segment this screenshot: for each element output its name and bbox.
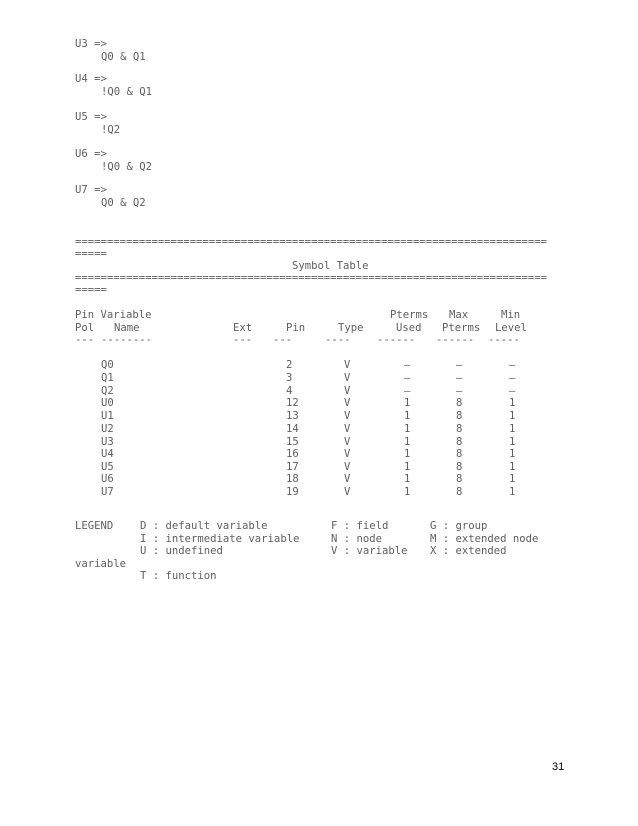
row-min: – [509, 359, 516, 371]
row-pin: 17 [286, 461, 299, 473]
equation-u6-name: U6 => [75, 148, 107, 160]
legend-intermediate-variable: I : intermediate variable [140, 533, 300, 545]
row-pin: 19 [286, 486, 299, 498]
row-max: – [456, 385, 463, 397]
row-max: 8 [456, 436, 463, 448]
row-name: U3 [101, 436, 114, 448]
row-name: U4 [101, 448, 114, 460]
row-type: V [344, 486, 351, 498]
row-min: 1 [509, 461, 516, 473]
row-min: 1 [509, 423, 516, 435]
header-name: Name [114, 322, 140, 334]
row-type: V [344, 473, 351, 485]
legend-label: LEGEND [75, 520, 114, 532]
row-min: 1 [509, 436, 516, 448]
equation-u4-expr: !Q0 & Q1 [101, 86, 153, 98]
row-pin: 18 [286, 473, 299, 485]
row-used: 1 [404, 461, 411, 473]
row-name: U1 [101, 410, 114, 422]
header-type: Type [338, 322, 364, 334]
row-max: – [456, 372, 463, 384]
legend-default-variable: D : default variable [140, 520, 268, 532]
row-type: V [344, 410, 351, 422]
row-used: 1 [404, 448, 411, 460]
row-pin: 16 [286, 448, 299, 460]
row-type: V [344, 385, 351, 397]
underline-name: -------- [101, 334, 153, 346]
equation-u7-name: U7 => [75, 184, 107, 196]
legend-extended-node: M : extended node [430, 533, 539, 545]
row-max: – [456, 359, 463, 371]
legend-extended: X : extended [430, 545, 507, 557]
row-min: – [509, 385, 516, 397]
row-used: 1 [404, 423, 411, 435]
header-level: Level [495, 322, 527, 334]
legend-undefined: U : undefined [140, 545, 223, 557]
header-used: Used [396, 322, 422, 334]
separator-tail: ===== [75, 248, 107, 260]
legend-function: T : function [140, 570, 217, 582]
row-min: 1 [509, 410, 516, 422]
row-pin: 14 [286, 423, 299, 435]
separator-line: ========================================================================== [75, 272, 547, 284]
legend-node: N : node [331, 533, 383, 545]
underline-used: ------ [377, 334, 416, 346]
row-type: V [344, 436, 351, 448]
equation-u3-name: U3 => [75, 38, 107, 50]
equation-u5-name: U5 => [75, 111, 107, 123]
underline-type: ---- [325, 334, 351, 346]
row-min: 1 [509, 397, 516, 409]
row-used: – [404, 372, 411, 384]
header-pol: Pol [75, 322, 95, 334]
row-pin: 15 [286, 436, 299, 448]
row-name: Q0 [101, 359, 114, 371]
row-type: V [344, 423, 351, 435]
underline-pterms: ------ [436, 334, 475, 346]
underline-ext: --- [233, 334, 253, 346]
separator-tail: ===== [75, 284, 107, 296]
row-min: – [509, 372, 516, 384]
equation-u3-expr: Q0 & Q1 [101, 51, 146, 63]
row-used: – [404, 359, 411, 371]
row-min: 1 [509, 473, 516, 485]
row-pin: 2 [286, 359, 293, 371]
underline-level: ----- [488, 334, 520, 346]
legend-wrap-variable: variable [75, 558, 127, 570]
row-pin: 13 [286, 410, 299, 422]
row-max: 8 [456, 423, 463, 435]
row-used: 1 [404, 397, 411, 409]
row-name: Q2 [101, 385, 114, 397]
row-used: – [404, 385, 411, 397]
legend-variable: V : variable [331, 545, 408, 557]
row-pin: 4 [286, 385, 293, 397]
header-pin: Pin [286, 322, 306, 334]
row-used: 1 [404, 486, 411, 498]
row-type: V [344, 372, 351, 384]
row-name: U0 [101, 397, 114, 409]
row-pin: 12 [286, 397, 299, 409]
equation-u6-expr: !Q0 & Q2 [101, 161, 153, 173]
equation-u7-expr: Q0 & Q2 [101, 197, 146, 209]
header-pin-variable: Pin Variable [75, 309, 152, 321]
row-max: 8 [456, 397, 463, 409]
row-max: 8 [456, 461, 463, 473]
row-max: 8 [456, 410, 463, 422]
equation-u5-expr: !Q2 [101, 124, 121, 136]
underline-pol: --- [75, 334, 95, 346]
row-used: 1 [404, 436, 411, 448]
separator-line: ========================================================================== [75, 236, 547, 248]
row-type: V [344, 359, 351, 371]
equation-u4-name: U4 => [75, 73, 107, 85]
header-pterms-2: Pterms [442, 322, 481, 334]
row-name: U7 [101, 486, 114, 498]
header-ext: Ext [233, 322, 253, 334]
row-type: V [344, 397, 351, 409]
row-max: 8 [456, 448, 463, 460]
row-name: U5 [101, 461, 114, 473]
legend-group: G : group [430, 520, 488, 532]
underline-pin: --- [273, 334, 293, 346]
row-min: 1 [509, 486, 516, 498]
header-max: Max [449, 309, 469, 321]
symbol-table-title: Symbol Table [292, 260, 369, 272]
row-name: Q1 [101, 372, 114, 384]
row-type: V [344, 448, 351, 460]
row-used: 1 [404, 473, 411, 485]
header-pterms: Pterms [390, 309, 429, 321]
row-pin: 3 [286, 372, 293, 384]
row-used: 1 [404, 410, 411, 422]
row-min: 1 [509, 448, 516, 460]
row-max: 8 [456, 486, 463, 498]
row-name: U2 [101, 423, 114, 435]
row-name: U6 [101, 473, 114, 485]
header-min: Min [501, 309, 521, 321]
row-max: 8 [456, 473, 463, 485]
row-type: V [344, 461, 351, 473]
legend-field: F : field [331, 520, 389, 532]
page-number: 31 [552, 761, 565, 773]
